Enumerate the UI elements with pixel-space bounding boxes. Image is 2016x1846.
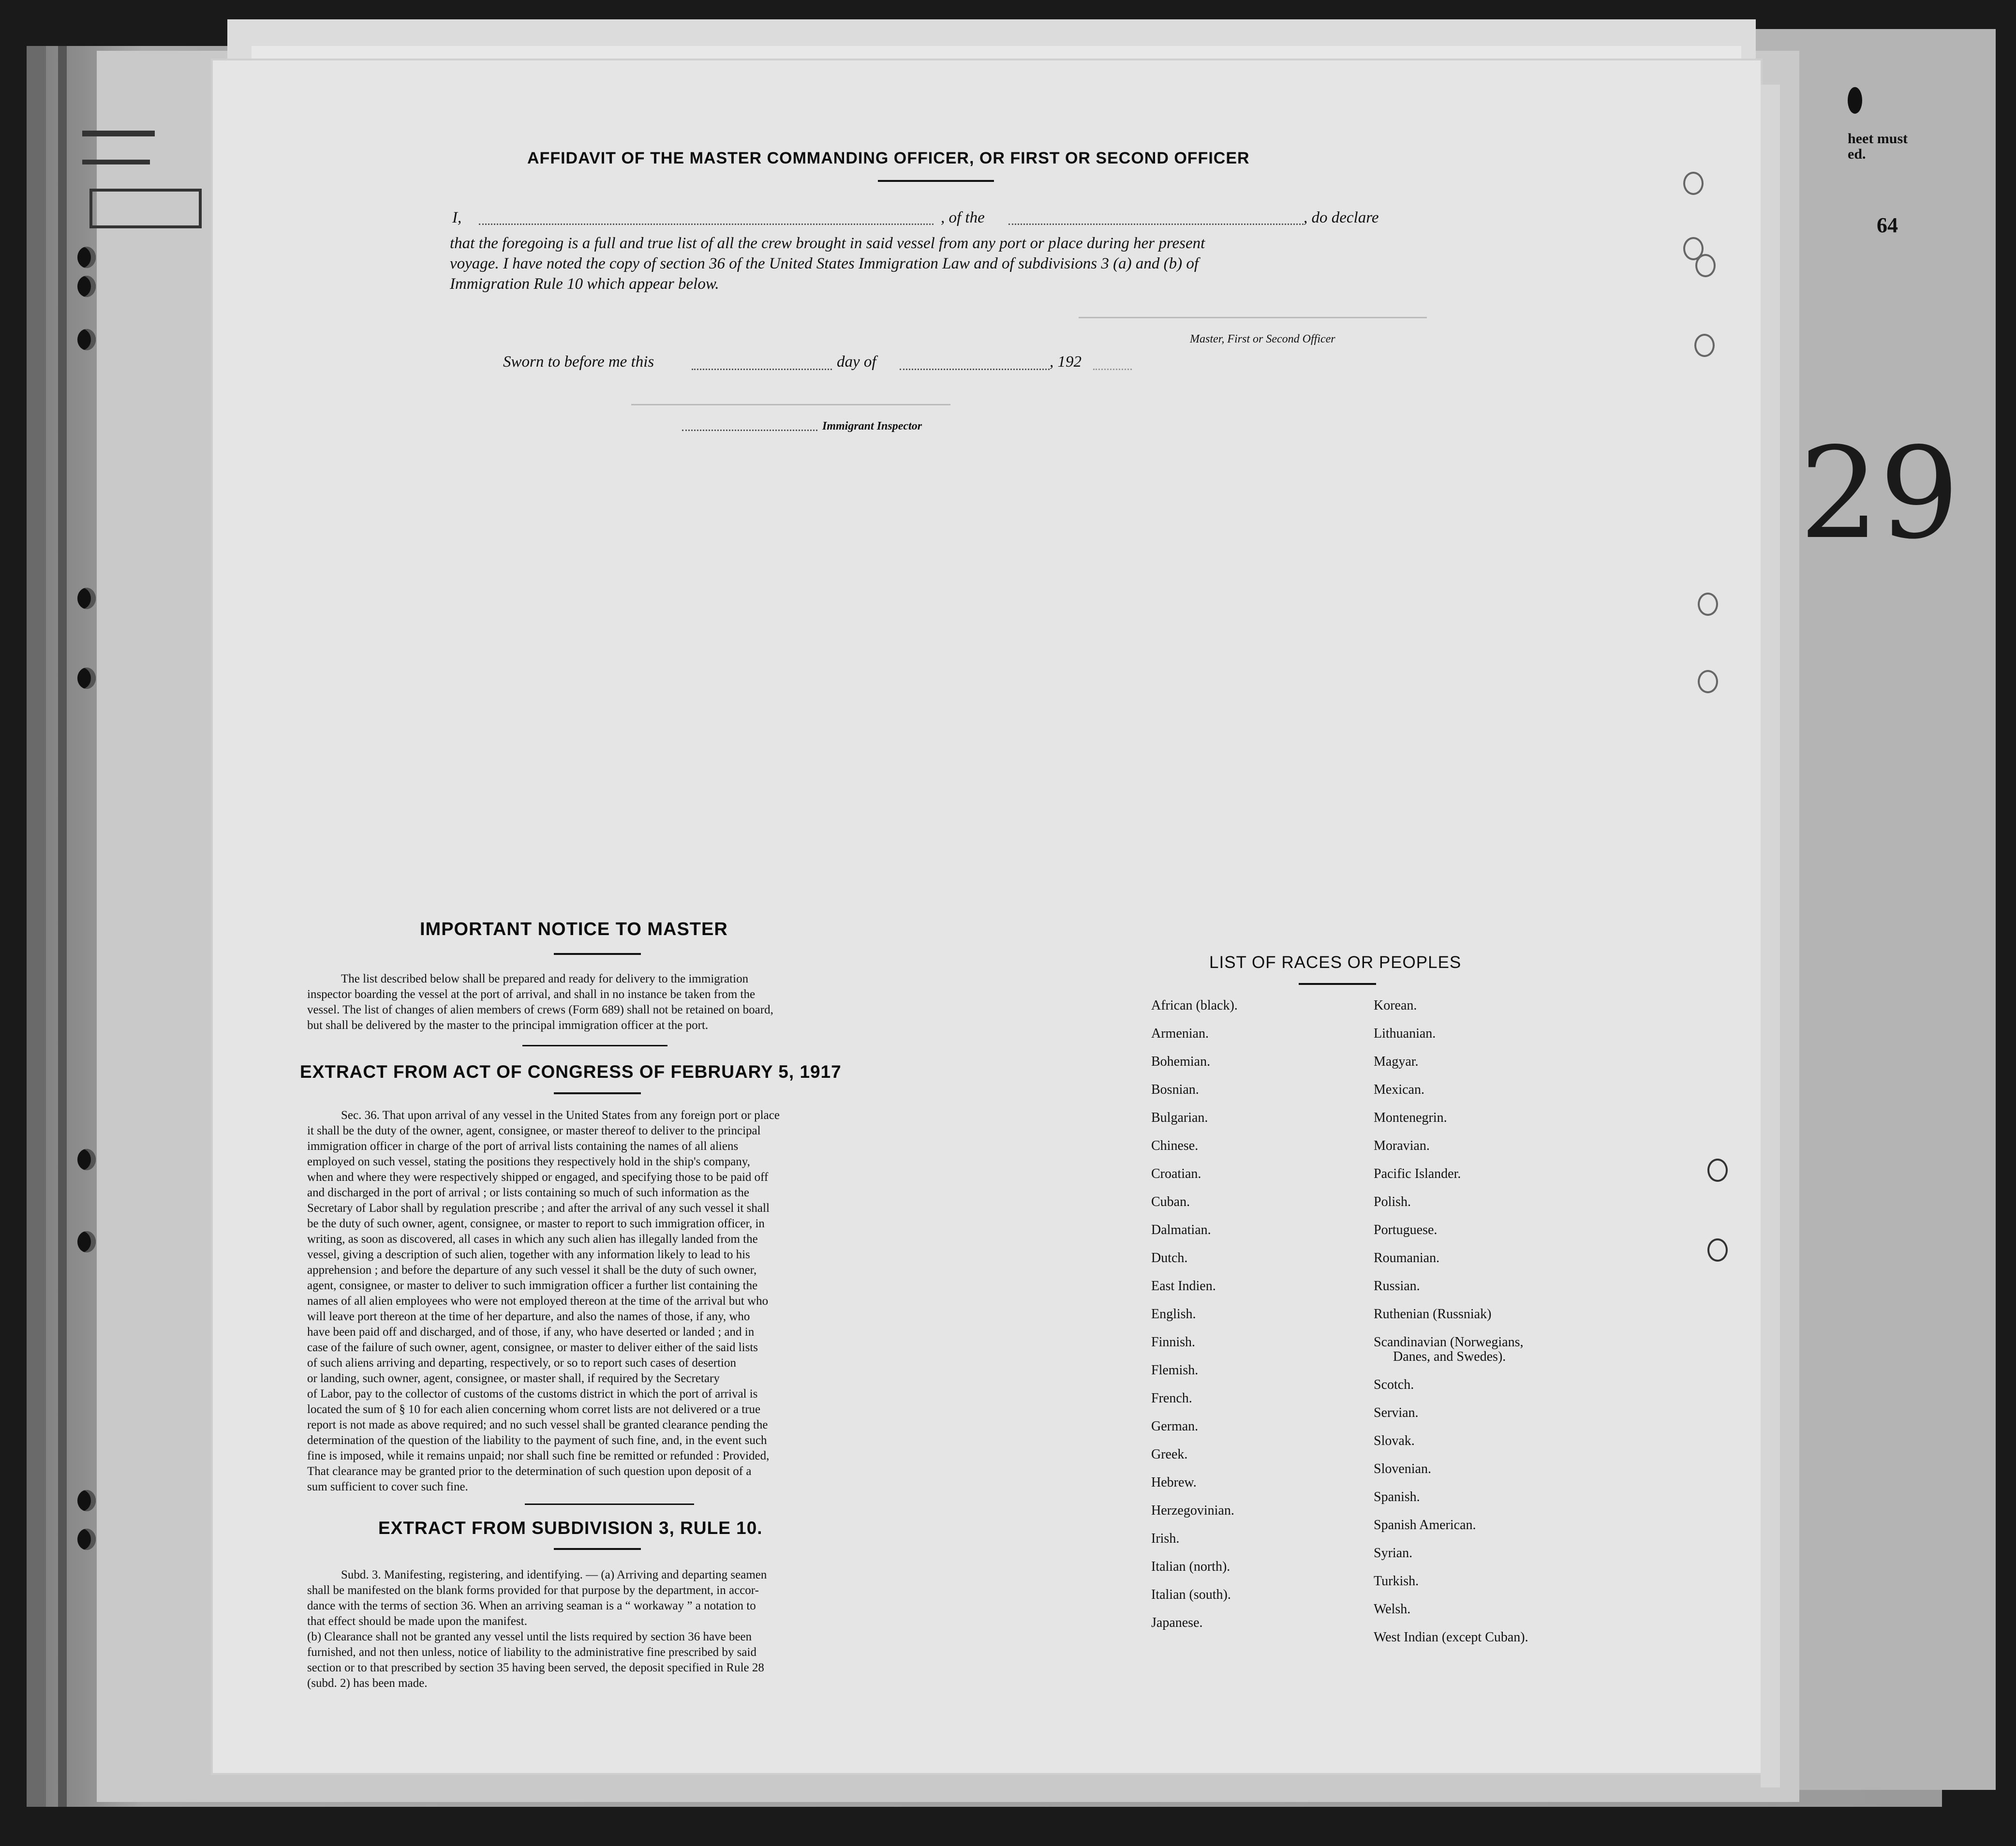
race-item: Scandinavian (Norwegians, [1374, 1335, 1524, 1350]
act-extract-title: EXTRACT FROM ACT OF CONGRESS OF FEBRUARY 5, 1917 [300, 1062, 842, 1082]
race-item: Slovak. [1374, 1433, 1415, 1448]
act-extract-line: writing, as soon as discovered, all cases in which any such alien has illegally landed from the [307, 1233, 758, 1246]
affidavit-of-the: , of the [941, 209, 985, 226]
page-number: 64 [1877, 213, 1898, 237]
act-extract-line: have been paid off and discharged, and of those, if any, who have deserted or landed ; and in [307, 1325, 755, 1339]
section-rule [522, 1045, 667, 1046]
binding-hole [77, 1529, 96, 1550]
act-extract-line: case of the failure of such owner, agent, consignee, or master to deliver either of the said lists [307, 1341, 758, 1354]
rule-extract-line: Subd. 3. Manifesting, registering, and identifying. — (a) Arriving and departing seamen [341, 1568, 767, 1581]
punch-hole [1698, 670, 1718, 693]
race-item: Lithuanian. [1374, 1026, 1436, 1041]
race-item: Herzegovinian. [1151, 1503, 1234, 1518]
inspector-blank[interactable] [682, 430, 817, 431]
race-item: Portuguese. [1374, 1222, 1438, 1237]
day-blank[interactable] [692, 369, 832, 370]
act-extract-line: apprehension ; and before the departure of any such vessel it shall be the duty of such owner, [307, 1264, 757, 1277]
section-rule [525, 1504, 694, 1505]
act-extract-line: located the sum of § 10 for each alien concerning whom corret lists are not delivered or a true [307, 1403, 761, 1416]
race-item: East Indien. [1151, 1279, 1216, 1294]
rule-rule [554, 1548, 641, 1550]
race-item: Hebrew. [1151, 1475, 1197, 1490]
notice-line: The list described below shall be prepared and ready for delivery to the immigration [341, 972, 749, 985]
race-item: Korean. [1374, 998, 1417, 1013]
sworn-day: day of [837, 353, 876, 371]
race-item: Ruthenian (Russniak) [1374, 1307, 1492, 1322]
binding-hole [77, 668, 96, 689]
act-rule [554, 1092, 641, 1094]
race-item: Croatian. [1151, 1166, 1201, 1181]
statement-line-1: that the foregoing is a full and true list of all the crew brought in said vessel from any port or place during her present [450, 235, 1205, 252]
sheet-edge [58, 46, 67, 1807]
rule-extract-line: dance with the terms of section 36. When an arriving seaman is a “ workaway ” a notation to [307, 1599, 756, 1612]
rule-extract-body [307, 1567, 890, 1691]
race-item: Spanish. [1374, 1489, 1420, 1504]
punch-hole [1694, 334, 1715, 357]
punch-hole [1707, 1238, 1728, 1262]
race-item: Irish. [1151, 1531, 1180, 1546]
punch-hole [1683, 172, 1704, 195]
title-rule [878, 180, 994, 182]
corner-note-line1: heet must [1848, 131, 1908, 147]
rule-extract-title: EXTRACT FROM SUBDIVISION 3, RULE 10. [378, 1518, 763, 1538]
races-left-column [1151, 992, 1238, 1637]
race-item: Moravian. [1374, 1138, 1430, 1153]
binding-hole [77, 588, 96, 609]
right-sheet-edge [1761, 85, 1780, 1787]
race-item: Italian (north). [1151, 1559, 1230, 1574]
binding-hole [77, 276, 96, 297]
month-blank[interactable] [900, 369, 1050, 370]
race-item: Bohemian. [1151, 1054, 1211, 1069]
race-item: Danes, and Swedes). [1393, 1349, 1506, 1364]
act-extract-line: Sec. 36. That upon arrival of any vessel in the United States from any foreign port or place [341, 1109, 780, 1122]
race-item: Russian. [1374, 1279, 1420, 1294]
notice-rule [554, 953, 641, 955]
notice-title: IMPORTANT NOTICE TO MASTER [420, 919, 728, 939]
act-extract-line: fine is imposed, while it remains unpaid; nor shall such fine be remitted or refunded : Provided, [307, 1449, 770, 1462]
race-item: Flemish. [1151, 1363, 1199, 1378]
vessel-blank[interactable] [1008, 223, 1304, 225]
sworn-prefix: Sworn to before me this [503, 353, 654, 371]
act-extract-line: sum sufficient to cover such fine. [307, 1480, 468, 1493]
race-item: Magyar. [1374, 1054, 1419, 1069]
act-extract-line: That clearance may be granted prior to the determination of such question upon deposit of a [307, 1465, 752, 1478]
races-right-column [1374, 992, 1528, 1652]
act-extract-line: employed on such vessel, stating the positions they respectively hold in the ship's company, [307, 1155, 750, 1168]
binding-hole [77, 329, 96, 350]
act-extract-line: will leave port thereon at the time of her departure, and also the names of those, if any, who [307, 1310, 750, 1323]
signature-blank[interactable] [1079, 317, 1427, 318]
race-item: Armenian. [1151, 1026, 1209, 1041]
act-extract-line: and discharged in the port of arrival ; or lists containing so much of such information as the [307, 1186, 749, 1199]
notice-line: but shall be delivered by the master to the principal immigration officer at the port. [307, 1019, 709, 1032]
race-item: English. [1151, 1307, 1196, 1322]
back-sheet-mark [82, 131, 155, 136]
binding-hole [77, 1149, 96, 1170]
back-sheet-mark [82, 160, 150, 164]
act-extract-line: determination of the question of the liability to the payment of such fine, and, in the event such [307, 1434, 767, 1447]
punch-hole [1698, 593, 1718, 616]
master-label: Master, First or Second Officer [1190, 333, 1335, 345]
race-item: Japanese. [1151, 1615, 1203, 1630]
rule-extract-line: that effect should be made upon the manifest. [307, 1615, 527, 1628]
act-extract-line: names of all alien employees who were not employed thereon at the time of the arrival but who [307, 1295, 769, 1308]
affidavit-title: AFFIDAVIT OF THE MASTER COMMANDING OFFICER, OR FIRST OR SECOND OFFICER [527, 149, 1250, 167]
rule-extract-line: furnished, and not then unless, notice of liability to the administrative fine prescribed by said [307, 1646, 756, 1659]
race-item: Cuban. [1151, 1194, 1190, 1209]
notice-line: inspector boarding the vessel at the port of arrival, and shall in no instance be taken from the [307, 988, 756, 1001]
race-item: African (black). [1151, 998, 1238, 1013]
year-blank[interactable] [1093, 369, 1132, 370]
act-extract-line: be the duty of such owner, agent, consignee, or master to report to such immigration officer, in [307, 1217, 765, 1230]
race-item: Pacific Islander. [1374, 1166, 1461, 1181]
race-item: Syrian. [1374, 1546, 1413, 1561]
sheet-edge [27, 46, 46, 1807]
act-extract-line: or landing, such owner, agent, consignee, or master shall, if required by the Secretary [307, 1372, 720, 1385]
race-item: Finnish. [1151, 1335, 1196, 1350]
race-item: Chinese. [1151, 1138, 1199, 1153]
act-extract-line: vessel, giving a description of such alien, together with any information likely to lead to his [307, 1248, 750, 1261]
race-item: Spanish American. [1374, 1518, 1476, 1533]
act-extract-line: agent, consignee, or master to deliver to such immigration officer a further list containing the [307, 1279, 758, 1292]
race-item: Greek. [1151, 1447, 1188, 1462]
statement-line-2: voyage. I have noted the copy of section 36 of the United States Immigration Law and of subdivisions 3 (a) and (b) of [450, 255, 1199, 272]
race-item: Turkish. [1374, 1574, 1419, 1589]
notice-line: vessel. The list of changes of alien members of crews (Form 689) shall not be retained on board, [307, 1003, 773, 1016]
binding-hole [77, 1231, 96, 1252]
race-item: Welsh. [1374, 1602, 1411, 1617]
binding-hole [77, 1490, 96, 1511]
statement-line-3: Immigration Rule 10 which appear below. [450, 275, 719, 293]
race-item: Polish. [1374, 1194, 1411, 1209]
act-extract-line: of Labor, pay to the collector of customs of the customs district in which the port of arrival is [307, 1387, 758, 1400]
act-extract-line: when and where they were respectively shipped or engaged, and specifying those to be paid off [307, 1171, 769, 1184]
affidavit-declare: , do declare [1304, 209, 1379, 226]
notice-body [307, 971, 890, 1033]
race-item: Montenegrin. [1374, 1110, 1447, 1125]
races-title: LIST OF RACES OR PEOPLES [1209, 953, 1462, 972]
act-extract-line: Secretary of Labor shall by regulation prescribe ; and after the arrival of any such vessel it shall [307, 1202, 770, 1215]
race-item: Italian (south). [1151, 1587, 1231, 1602]
act-extract-line: it shall be the duty of the owner, agent, consignee, or master thereof to deliver to the principal [307, 1124, 761, 1137]
ink-mark [1848, 87, 1862, 114]
affidavit-i: I, [452, 209, 462, 226]
act-extract-line: of such aliens arriving and departing, respectively, or so to report such cases of desertion [307, 1356, 736, 1370]
inspector-label: Immigrant Inspector [822, 420, 922, 432]
race-item: Scotch. [1374, 1377, 1414, 1392]
inspector-signature-blank[interactable] [631, 404, 950, 405]
race-item: French. [1151, 1391, 1192, 1406]
handwritten-number: 29 [1799, 421, 1959, 567]
race-item: Slovenian. [1374, 1461, 1431, 1476]
act-extract-line: immigration officer in charge of the port of arrival lists containing the names of all aliens [307, 1140, 739, 1153]
race-item: West Indian (except Cuban). [1374, 1630, 1528, 1645]
rule-extract-line: (b) Clearance shall not be granted any vessel until the lists required by section 36 have been [307, 1630, 752, 1643]
punch-hole [1707, 1159, 1728, 1182]
sworn-year: , 192 [1050, 353, 1082, 371]
race-item: Mexican. [1374, 1082, 1424, 1097]
race-item: Bosnian. [1151, 1082, 1199, 1097]
race-item: Roumanian. [1374, 1251, 1440, 1265]
rule-extract-line: shall be manifested on the blank forms provided for that purpose by the department, in accor- [307, 1584, 759, 1597]
race-item: Dutch. [1151, 1251, 1188, 1265]
rule-extract-line: section or to that prescribed by section 35 having been served, the deposit specified in Rule 28 [307, 1661, 764, 1674]
punch-hole [1695, 254, 1716, 277]
back-sheet-mark [89, 189, 202, 228]
rule-extract-line: (subd. 2) has been made. [307, 1677, 428, 1690]
main-form-sheet [213, 60, 1761, 1773]
act-extract-body [307, 1108, 890, 1495]
race-item: Servian. [1374, 1405, 1419, 1420]
act-extract-line: report is not made as above required; and no such vessel shall be granted clearance pending the [307, 1418, 768, 1431]
race-item: Dalmatian. [1151, 1222, 1211, 1237]
corner-note-line2: ed. [1848, 146, 1866, 162]
race-item: Bulgarian. [1151, 1110, 1208, 1125]
races-rule [1299, 983, 1376, 985]
race-item: German. [1151, 1419, 1199, 1434]
binding-hole [77, 247, 96, 268]
name-blank[interactable] [479, 223, 934, 225]
